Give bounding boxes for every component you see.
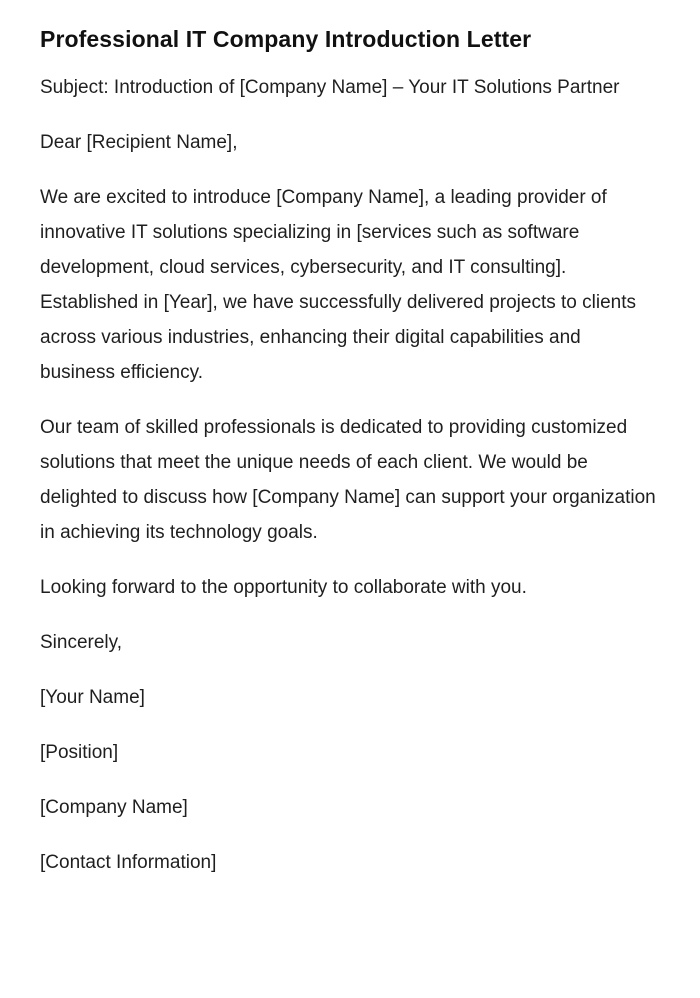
salutation-line: Dear [Recipient Name], <box>40 132 238 153</box>
body-paragraph: We are excited to introduce [Company Name], a leading provider of innovative IT solutions specializing in [services such as software development, cloud services, cybersecurity, and IT consulting]. Established in [Year], we have successfully delivered projects to clients across various industries, enhancing their digital capabilities and business efficiency. <box>40 187 636 383</box>
signature-placeholder-company: [Company Name] <box>40 797 188 818</box>
signature-placeholder-contact: [Contact Information] <box>40 852 217 873</box>
subject-line: Subject: Introduction of [Company Name] – Your IT Solutions Partner <box>40 77 620 98</box>
signature-placeholder-position: [Position] <box>40 742 119 763</box>
body-paragraph: Looking forward to the opportunity to collaborate with you. <box>40 577 527 598</box>
signature-placeholder-name: [Your Name] <box>40 687 145 708</box>
closing-line: Sincerely, <box>40 632 123 653</box>
page-title: Professional IT Company Introduction Letter <box>40 26 532 52</box>
body-paragraph: Our team of skilled professionals is dedicated to providing customized solutions that meet the unique needs of each client. We would be delighted to discuss how [Company Name] can support your organization in achieving its technology goals. <box>40 417 656 543</box>
